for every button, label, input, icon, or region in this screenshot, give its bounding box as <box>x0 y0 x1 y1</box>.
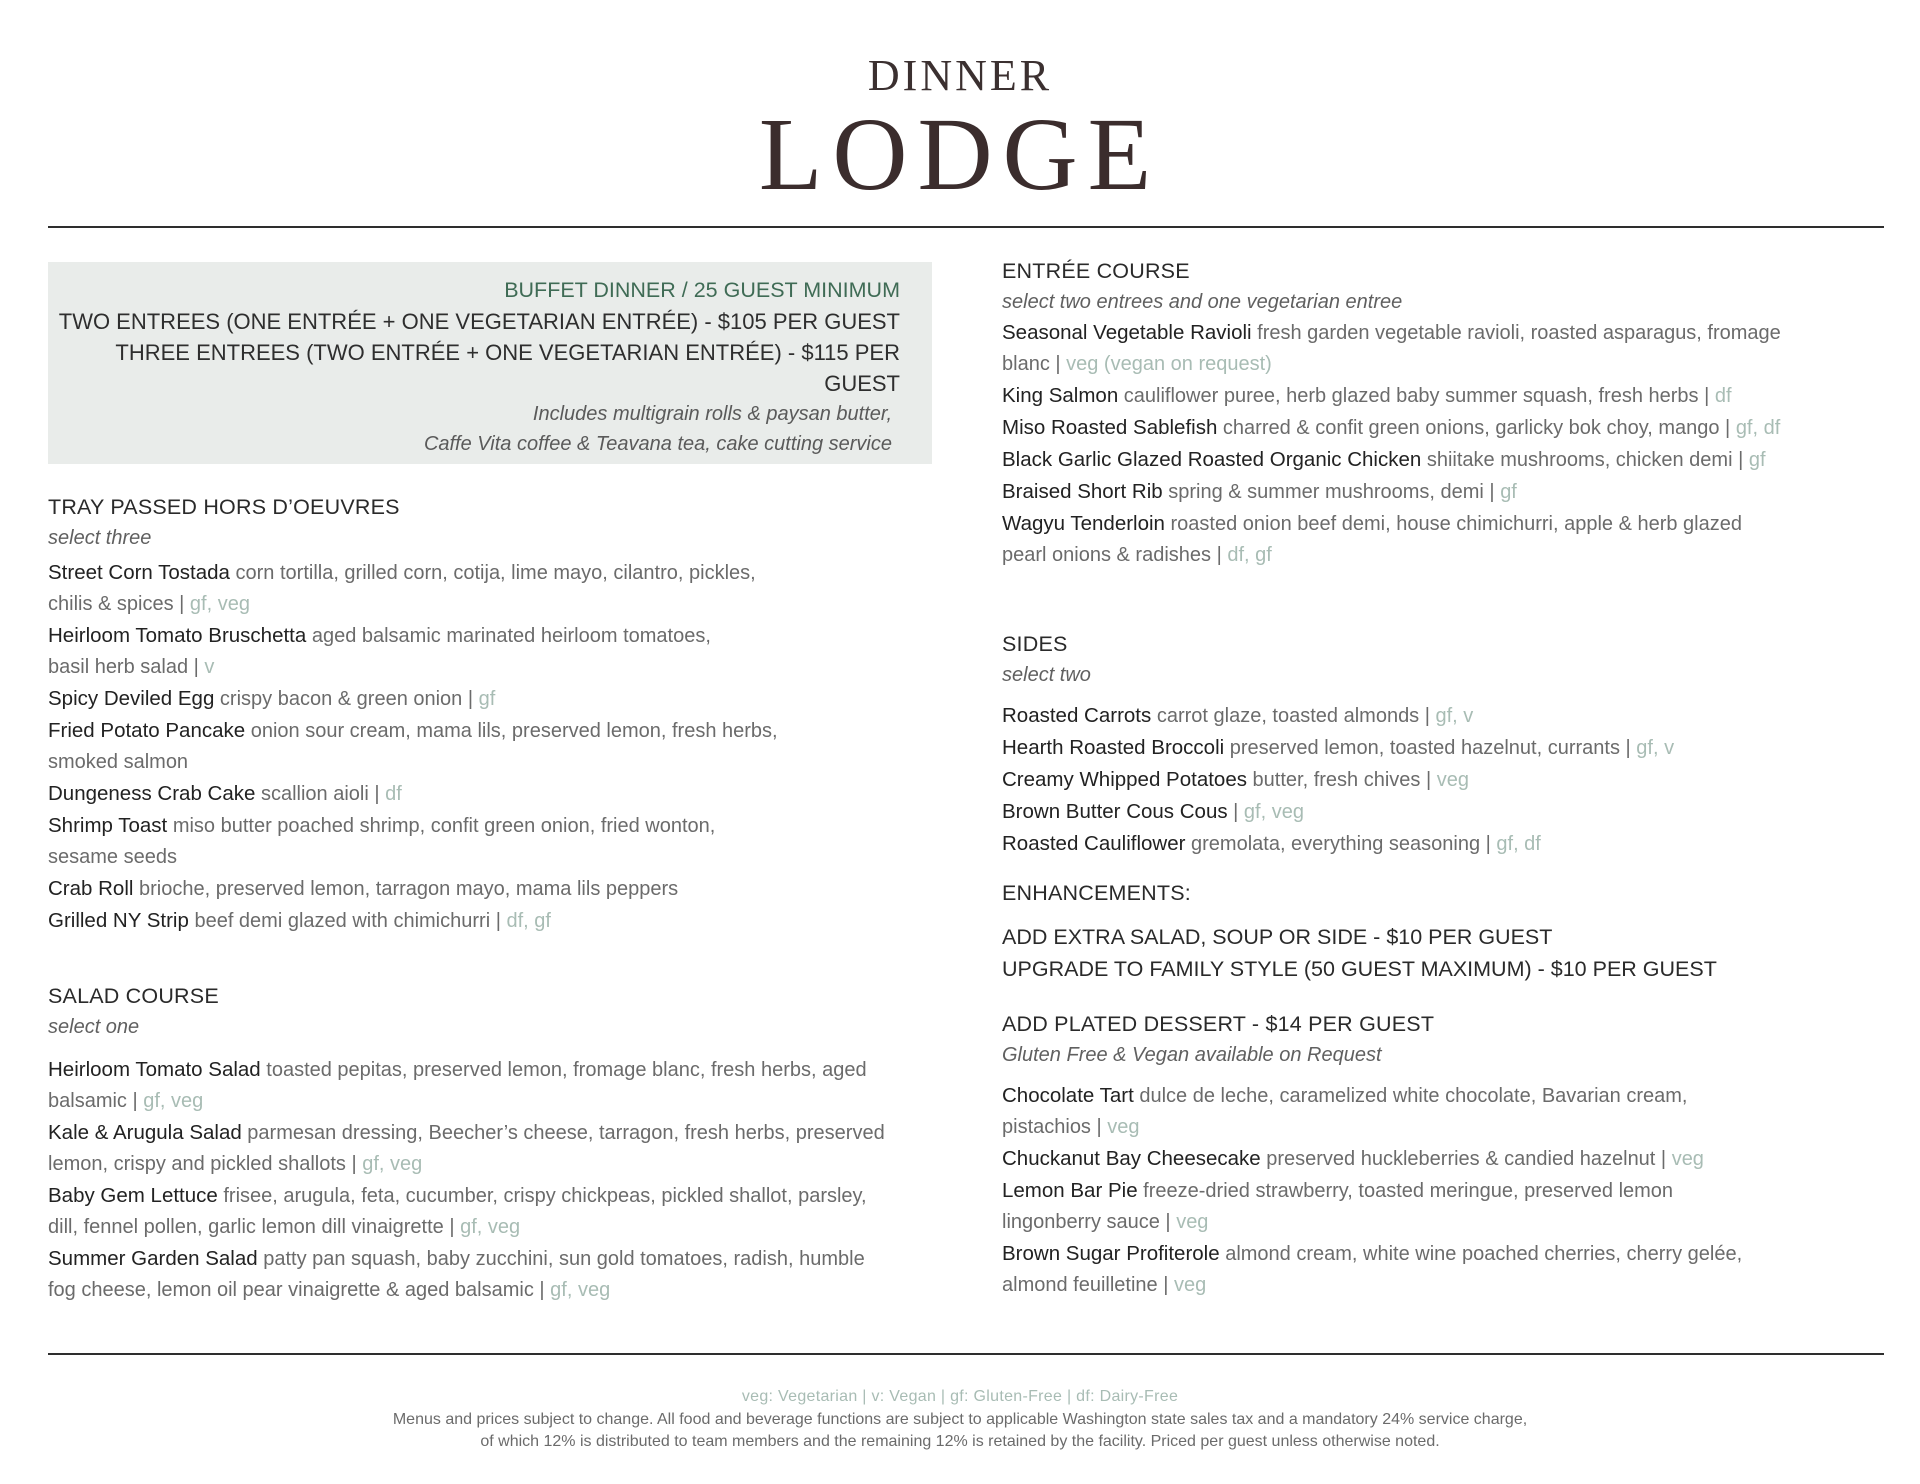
menu-item-name: Lemon Bar Pie <box>1002 1179 1138 1202</box>
menu-item <box>1002 412 1892 444</box>
menu-item-description: shiitake mushrooms, chicken demi | <box>1421 449 1749 471</box>
menu-item-name: Fried Potato Pancake <box>48 719 246 742</box>
menu-item <box>1002 1080 1892 1143</box>
menu-item-name: King Salmon <box>1002 384 1119 407</box>
menu-item-description: dill, fennel pollen, garlic lemon dill vinaigrette | <box>48 1216 461 1238</box>
menu-item <box>1002 444 1892 476</box>
menu-item-description: freeze-dried strawberry, toasted meringue, preserved lemon <box>1137 1180 1674 1202</box>
menu-item-name: Heirloom Tomato Bruschetta <box>48 624 307 647</box>
section-subtitle: select three <box>48 527 152 549</box>
sides-section <box>1002 629 1892 860</box>
dietary-tags: df <box>1714 385 1732 407</box>
menu-item <box>1002 828 1892 860</box>
menu-list <box>48 1054 932 1306</box>
menu-item-name: Roasted Carrots <box>1002 704 1152 727</box>
menu-item-name: Heirloom Tomato Salad <box>48 1058 261 1081</box>
dessert-section <box>1002 1009 1892 1301</box>
menu-item <box>1002 1175 1892 1238</box>
menu-item <box>1002 700 1892 732</box>
dietary-tags: gf <box>478 688 496 710</box>
menu-item-description: lingonberry sauce | <box>1002 1211 1177 1233</box>
bottom-divider <box>48 1353 1884 1355</box>
menu-item-name: Crab Roll <box>48 877 134 900</box>
menu-item-description: butter, fresh chives | <box>1246 769 1437 791</box>
menu-item-description: dulce de leche, caramelized white chocolate, Bavarian cream, <box>1133 1085 1688 1107</box>
dietary-tags: gf, veg <box>550 1279 611 1301</box>
dietary-tags: veg <box>1671 1148 1704 1170</box>
menu-item <box>48 778 932 810</box>
menu-item-name: Miso Roasted Sablefish <box>1002 416 1218 439</box>
menu-item <box>1002 796 1892 828</box>
menu-item <box>48 715 932 778</box>
dietary-tags: gf, veg <box>362 1153 423 1175</box>
menu-list <box>1002 1080 1892 1301</box>
menu-item-description: corn tortilla, grilled corn, cotija, lime mayo, cilantro, pickles, <box>229 562 756 584</box>
section-title: SALAD COURSE <box>48 984 219 1008</box>
menu-item-name: Seasonal Vegetable Ravioli <box>1002 321 1252 344</box>
enhancements-section <box>1002 878 1892 985</box>
buffet-price-line: TWO ENTREES (ONE ENTRÉE + ONE VEGETARIAN ENTRÉE) - $105 PER GUEST <box>58 309 900 334</box>
menu-item-description: almond feuilletine | <box>1002 1274 1174 1296</box>
menu-item-description: gremolata, everything seasoning | <box>1185 833 1497 855</box>
brand-name: LODGE <box>758 97 1162 212</box>
menu-item-name: Kale & Arugula Salad <box>48 1121 242 1144</box>
footer <box>0 1385 1920 1453</box>
menu-item-name: Hearth Roasted Broccoli <box>1002 736 1225 759</box>
menu-item-description: preserved huckleberries & candied hazelnut | <box>1260 1148 1672 1170</box>
menu-item-description: blanc | <box>1002 353 1067 375</box>
section-subtitle: select one <box>48 1016 140 1038</box>
menu-item-description: charred & confit green onions, garlicky bok choy, mango | <box>1217 417 1736 439</box>
top-divider <box>48 226 1884 228</box>
menu-item-name: Brown Sugar Profiterole <box>1002 1242 1220 1265</box>
menu-list <box>1002 700 1892 860</box>
buffet-title: BUFFET DINNER / 25 GUEST MINIMUM <box>504 278 900 302</box>
dietary-tags: veg <box>1173 1274 1207 1296</box>
menu-item-description: basil herb salad | <box>48 656 205 678</box>
menu-item-name: Street Corn Tostada <box>48 561 230 584</box>
entree-section <box>1002 256 1892 571</box>
fine-print: of which 12% is distributed to team members and the remaining 12% is retained by the facility. Priced per guest unless otherwise noted. <box>480 1433 1440 1450</box>
menu-item-description: pistachios | <box>1002 1116 1108 1138</box>
menu-item-name: Spicy Deviled Egg <box>48 687 215 710</box>
menu-item-description: cauliflower puree, herb glazed baby summer squash, fresh herbs | <box>1118 385 1715 407</box>
enhancement-line: UPGRADE TO FAMILY STYLE (50 GUEST MAXIMUM) - $10 PER GUEST <box>1002 957 1717 981</box>
menu-item <box>1002 317 1892 380</box>
dietary-tags: gf, veg <box>143 1090 204 1112</box>
section-title: ENTRÉE COURSE <box>1002 259 1190 283</box>
menu-item <box>1002 508 1892 571</box>
dietary-tags: veg (vegan on request) <box>1066 353 1272 375</box>
right-column <box>1002 256 1892 1301</box>
dietary-tags: gf, v <box>1636 737 1675 759</box>
menu-item-description: aged balsamic marinated heirloom tomatoes, <box>306 625 711 647</box>
dietary-tags: gf, veg <box>460 1216 521 1238</box>
dietary-tags: gf, veg <box>189 593 250 615</box>
dietary-tags: v <box>204 656 215 678</box>
menu-item-description: crispy bacon & green onion | <box>214 688 479 710</box>
menu-item <box>1002 476 1892 508</box>
menu-item <box>1002 732 1892 764</box>
menu-item-description: fresh garden vegetable ravioli, roasted asparagus, fromage <box>1251 322 1781 344</box>
menu-item <box>48 873 932 905</box>
buffet-price-line: THREE ENTREES (TWO ENTRÉE + ONE VEGETARIAN ENTRÉE) - $115 PER GUEST <box>115 340 900 396</box>
dietary-tags: df, gf <box>1227 544 1272 566</box>
menu-item-description: pearl onions & radishes | <box>1002 544 1228 566</box>
dietary-tags: gf, veg <box>1243 801 1304 823</box>
menu-item <box>48 1243 932 1306</box>
menu-item-name: Roasted Cauliflower <box>1002 832 1186 855</box>
menu-item-name: Black Garlic Glazed Roasted Organic Chicken <box>1002 448 1422 471</box>
menu-item-description: onion sour cream, mama lils, preserved lemon, fresh herbs, <box>245 720 778 742</box>
menu-item-description: roasted onion beef demi, house chimichurri, apple & herb glazed <box>1164 513 1742 535</box>
menu-item-name: Brown Butter Cous Cous <box>1002 800 1228 823</box>
menu-list <box>1002 317 1892 571</box>
menu-item-name: Summer Garden Salad <box>48 1247 258 1270</box>
menu-item-name: Creamy Whipped Potatoes <box>1002 768 1247 791</box>
dietary-legend: veg: Vegetarian | v: Vegan | gf: Gluten-Free | df: Dairy-Free <box>741 1388 1179 1405</box>
menu-item-description: miso butter poached shrimp, confit green onion, fried wonton, <box>167 815 716 837</box>
dietary-tags: gf, v <box>1435 705 1474 727</box>
menu-item-description: brioche, preserved lemon, tarragon mayo, mama lils peppers <box>133 878 679 900</box>
menu-item <box>1002 380 1892 412</box>
menu-item-description: chilis & spices | <box>48 593 190 615</box>
menu-item-description: scallion aioli | <box>255 783 386 805</box>
dietary-tags: veg <box>1107 1116 1140 1138</box>
menu-item-description: lemon, crispy and pickled shallots | <box>48 1153 363 1175</box>
section-subtitle: Gluten Free & Vegan available on Request <box>1002 1044 1382 1066</box>
menu-item-description: beef demi glazed with chimichurri | <box>188 910 507 932</box>
section-title: TRAY PASSED HORS D’OEUVRES <box>48 495 400 519</box>
menu-header <box>0 48 1920 210</box>
menu-item <box>1002 764 1892 796</box>
buffet-pricing-panel <box>48 262 932 464</box>
menu-item-name: Chocolate Tart <box>1002 1084 1134 1107</box>
menu-item-description: preserved lemon, toasted hazelnut, currants | <box>1224 737 1637 759</box>
section-subtitle: select two <box>1002 664 1091 686</box>
dietary-tags: df <box>385 783 402 805</box>
menu-item-description: spring & summer mushrooms, demi | <box>1162 481 1501 503</box>
menu-item <box>48 1117 932 1180</box>
menu-item <box>48 557 932 620</box>
dietary-tags: veg <box>1436 769 1469 791</box>
menu-item-description: almond cream, white wine poached cherries, cherry gelée, <box>1219 1243 1743 1265</box>
menu-kicker: DINNER <box>867 51 1053 100</box>
menu-item-description: patty pan squash, baby zucchini, sun gold tomatoes, radish, humble <box>257 1248 865 1270</box>
dietary-tags: gf <box>1500 481 1517 503</box>
section-subtitle: select two entrees and one vegetarian entree <box>1002 291 1403 313</box>
menu-item <box>48 905 932 937</box>
dietary-tags: gf <box>1748 449 1766 471</box>
menu-item-name: Wagyu Tenderloin <box>1002 512 1165 535</box>
menu-item <box>1002 1143 1892 1175</box>
menu-item <box>48 1180 932 1243</box>
menu-item-description: parmesan dressing, Beecher’s cheese, tarragon, fresh herbs, preserved <box>241 1122 885 1144</box>
left-column <box>48 262 932 1306</box>
menu-list <box>48 557 932 937</box>
menu-item-description: toasted pepitas, preserved lemon, fromage blanc, fresh herbs, aged <box>260 1059 867 1081</box>
dietary-tags: df, gf <box>506 910 551 932</box>
menu-item <box>48 810 932 873</box>
salad-section <box>48 981 932 1306</box>
menu-item-name: Chuckanut Bay Cheesecake <box>1002 1147 1261 1170</box>
buffet-note: Includes multigrain rolls & paysan butter, <box>532 403 892 425</box>
menu-item-description: carrot glaze, toasted almonds | <box>1151 705 1436 727</box>
menu-item-description: frisee, arugula, feta, cucumber, crispy chickpeas, pickled shallot, parsley, <box>217 1185 867 1207</box>
section-title: SIDES <box>1002 632 1068 656</box>
section-title: ENHANCEMENTS: <box>1002 881 1191 905</box>
menu-item-description: | <box>1227 801 1244 823</box>
menu-item-description: smoked salmon <box>48 751 189 773</box>
dietary-tags: gf, df <box>1735 417 1781 439</box>
menu-item-name: Shrimp Toast <box>48 814 168 837</box>
menu-item-description: balsamic | <box>48 1090 144 1112</box>
menu-item-name: Grilled NY Strip <box>48 909 189 932</box>
menu-item-name: Dungeness Crab Cake <box>48 782 256 805</box>
buffet-note: Caffe Vita coffee & Teavana tea, cake cutting service <box>423 433 892 455</box>
menu-item-name: Baby Gem Lettuce <box>48 1184 218 1207</box>
menu-item-description: fog cheese, lemon oil pear vinaigrette & aged balsamic | <box>48 1279 551 1301</box>
section-title: ADD PLATED DESSERT - $14 PER GUEST <box>1002 1012 1435 1036</box>
menu-item-name: Braised Short Rib <box>1002 480 1163 503</box>
menu-item-description: sesame seeds <box>48 846 177 868</box>
menu-item <box>48 1054 932 1117</box>
enhancement-line: ADD EXTRA SALAD, SOUP OR SIDE - $10 PER GUEST <box>1002 925 1553 949</box>
dietary-tags: gf, df <box>1496 833 1541 855</box>
menu-item <box>1002 1238 1892 1301</box>
menu-item <box>48 620 932 683</box>
fine-print: Menus and prices subject to change. All food and beverage functions are subject to applicable Washington state sales tax and a mandatory 24% service charge, <box>392 1411 1528 1428</box>
hors-doeuvres-section <box>48 492 932 937</box>
menu-item <box>48 683 932 715</box>
dietary-tags: veg <box>1176 1211 1209 1233</box>
